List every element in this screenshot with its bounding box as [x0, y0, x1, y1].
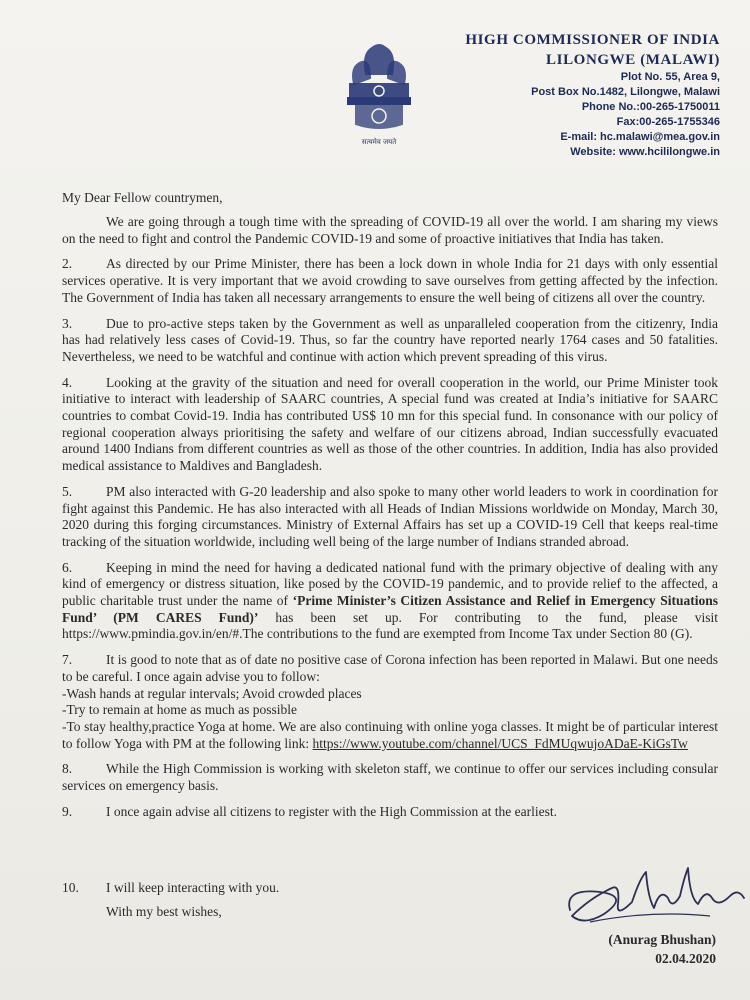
paragraph-10: 10. I will keep interacting with you. [62, 880, 280, 895]
letterhead-address-2: Post Box No.1482, Lilongwe, Malawi [531, 86, 720, 98]
letterhead-fax: Fax:00-265-1755346 [616, 116, 720, 128]
closing: With my best wishes, [106, 904, 222, 919]
pm-cares-fund-name: ‘Prime Minister’s Citizen Assistance and Relief in Emergency Situations Fund’ (PM CARES Fund)’ [62, 593, 719, 625]
letterhead-title: HIGH COMMISSIONER OF INDIA [465, 32, 720, 48]
advice-item-stay-home: -Try to remain at home as much as possible [62, 702, 297, 718]
salutation: My Dear Fellow countrymen, [62, 190, 223, 205]
letter-date: 02.04.2020 [655, 951, 716, 966]
paragraph-8: 8. While the High Commission is working with skeleton staff, we continue to offer our services including consular services on emergency basis. [62, 761, 718, 794]
signature-icon [560, 858, 750, 938]
letterhead [420, 30, 720, 160]
paragraph-9: 9. I once again advise all citizens to register with the High Commission at the earliest. [62, 803, 558, 819]
yoga-channel-link[interactable]: https://www.youtube.com/channel/UCS_FdMUqwujoADaE-KiGsTw [312, 735, 688, 751]
letterhead-phone: Phone No.:00-265-1750011 [581, 101, 720, 113]
letterhead-location: LILONGWE (MALAWI) [546, 52, 720, 68]
signature-block [608, 930, 716, 968]
emblem-motto: सत्यमेव जयते [361, 138, 397, 146]
national-emblem-icon [336, 34, 422, 150]
paragraph-2: 2. As directed by our Prime Minister, there has been a lock down in whole India for 21 days with only essential services operative. It is very important that we avoid crowding to save ourselves from getting affected by the infection. The Government of India has taken all necessary arrangements to ensure the well being of citizens all over the country. [62, 256, 718, 305]
letter-body [62, 214, 718, 830]
paragraph-5: 5. PM also interacted with G-20 leadership and also spoke to many other world leaders to work in coordination for fight against this Pandemic. He has also interacted with all Heads of Indian Missions worldwide on Monday, March 30, 2020 during this forging circumstances. Ministry of External Affairs has set up a COVID-19 Cell that keeps real-time tracking of the situation worldwide, including well being of the large number of Indians stranded abroad. [62, 483, 718, 549]
signer-name: (Anurag Bhushan) [608, 932, 716, 947]
paragraph-7: 7. It is good to note that as of date no positive case of Corona infection has been reported in Malawi. But one needs to be careful. I once again advise you to follow: [62, 652, 718, 684]
letterhead-email: E-mail: hc.malawi@mea.gov.in [560, 131, 720, 143]
paragraph-4: 4. Looking at the gravity of the situation and need for overall cooperation in the world, our Prime Minister took initiative to interact with leadership of SAARC countries, A special fund was created at India’s initiative for SAARC countries to combat Covid-19. India has contributed US$ 10 mn for this special fund. In consonance with our policy of regional cooperation always prioritising the safety and welfare of our citizens abroad, Indian successfully evacuated around 1400 Indians from different countries as well as those of the other countries. In addition, India has also provided medical assistance to Maldives and Bangladesh. [62, 374, 718, 474]
advice-item-yoga: -To stay healthy,practice Yoga at home. We are also continuing with online yoga classes. It might be of particular interest to follow Yoga with PM at the following link: https://www.youtube.com/channel/UCS_FdMUqwujoADaE-KiGsTw [62, 718, 718, 751]
paragraph-3: 3. Due to pro-active steps taken by the Government as well as unparalleled cooperation from the citizenry, India has had relatively less cases of Covid-19. Thus, so far the country have reported nearly 1764 cases and 50 fatalities. Nevertheless, we need to be watchful and continue with action which prevent spreading of this virus. [62, 315, 718, 364]
paragraph-6: 6. Keeping in mind the need for having a dedicated national fund with the primary objective of dealing with any kind of emergency or distress situation, like posed by the COVID-19 pandemic, and to provide relief to the affected, a public charitable trust under the name of ‘Prime Minister’s Citizen Assistance and Relief in Emergency Situations Fund’ (PM CARES Fund)’ has been set up. For contributing to the fund, please visit https://www.pmindia.gov.in/en/#.The contributions to the fund are exempted from Income Tax under Section 80 (G). [62, 559, 719, 642]
paragraph-intro: We are going through a tough time with the spreading of COVID-19 all over the world. I am sharing my views on the need to fight and control the Pandemic COVID-19 and some of proactive initiatives that India has taken. [62, 214, 718, 246]
letterhead-website: Website: www.hcililongwe.in [570, 146, 720, 158]
letterhead-address-1: Plot No. 55, Area 9, [620, 71, 720, 83]
advice-item-handwash: -Wash hands at regular intervals; Avoid crowded places [62, 685, 362, 701]
